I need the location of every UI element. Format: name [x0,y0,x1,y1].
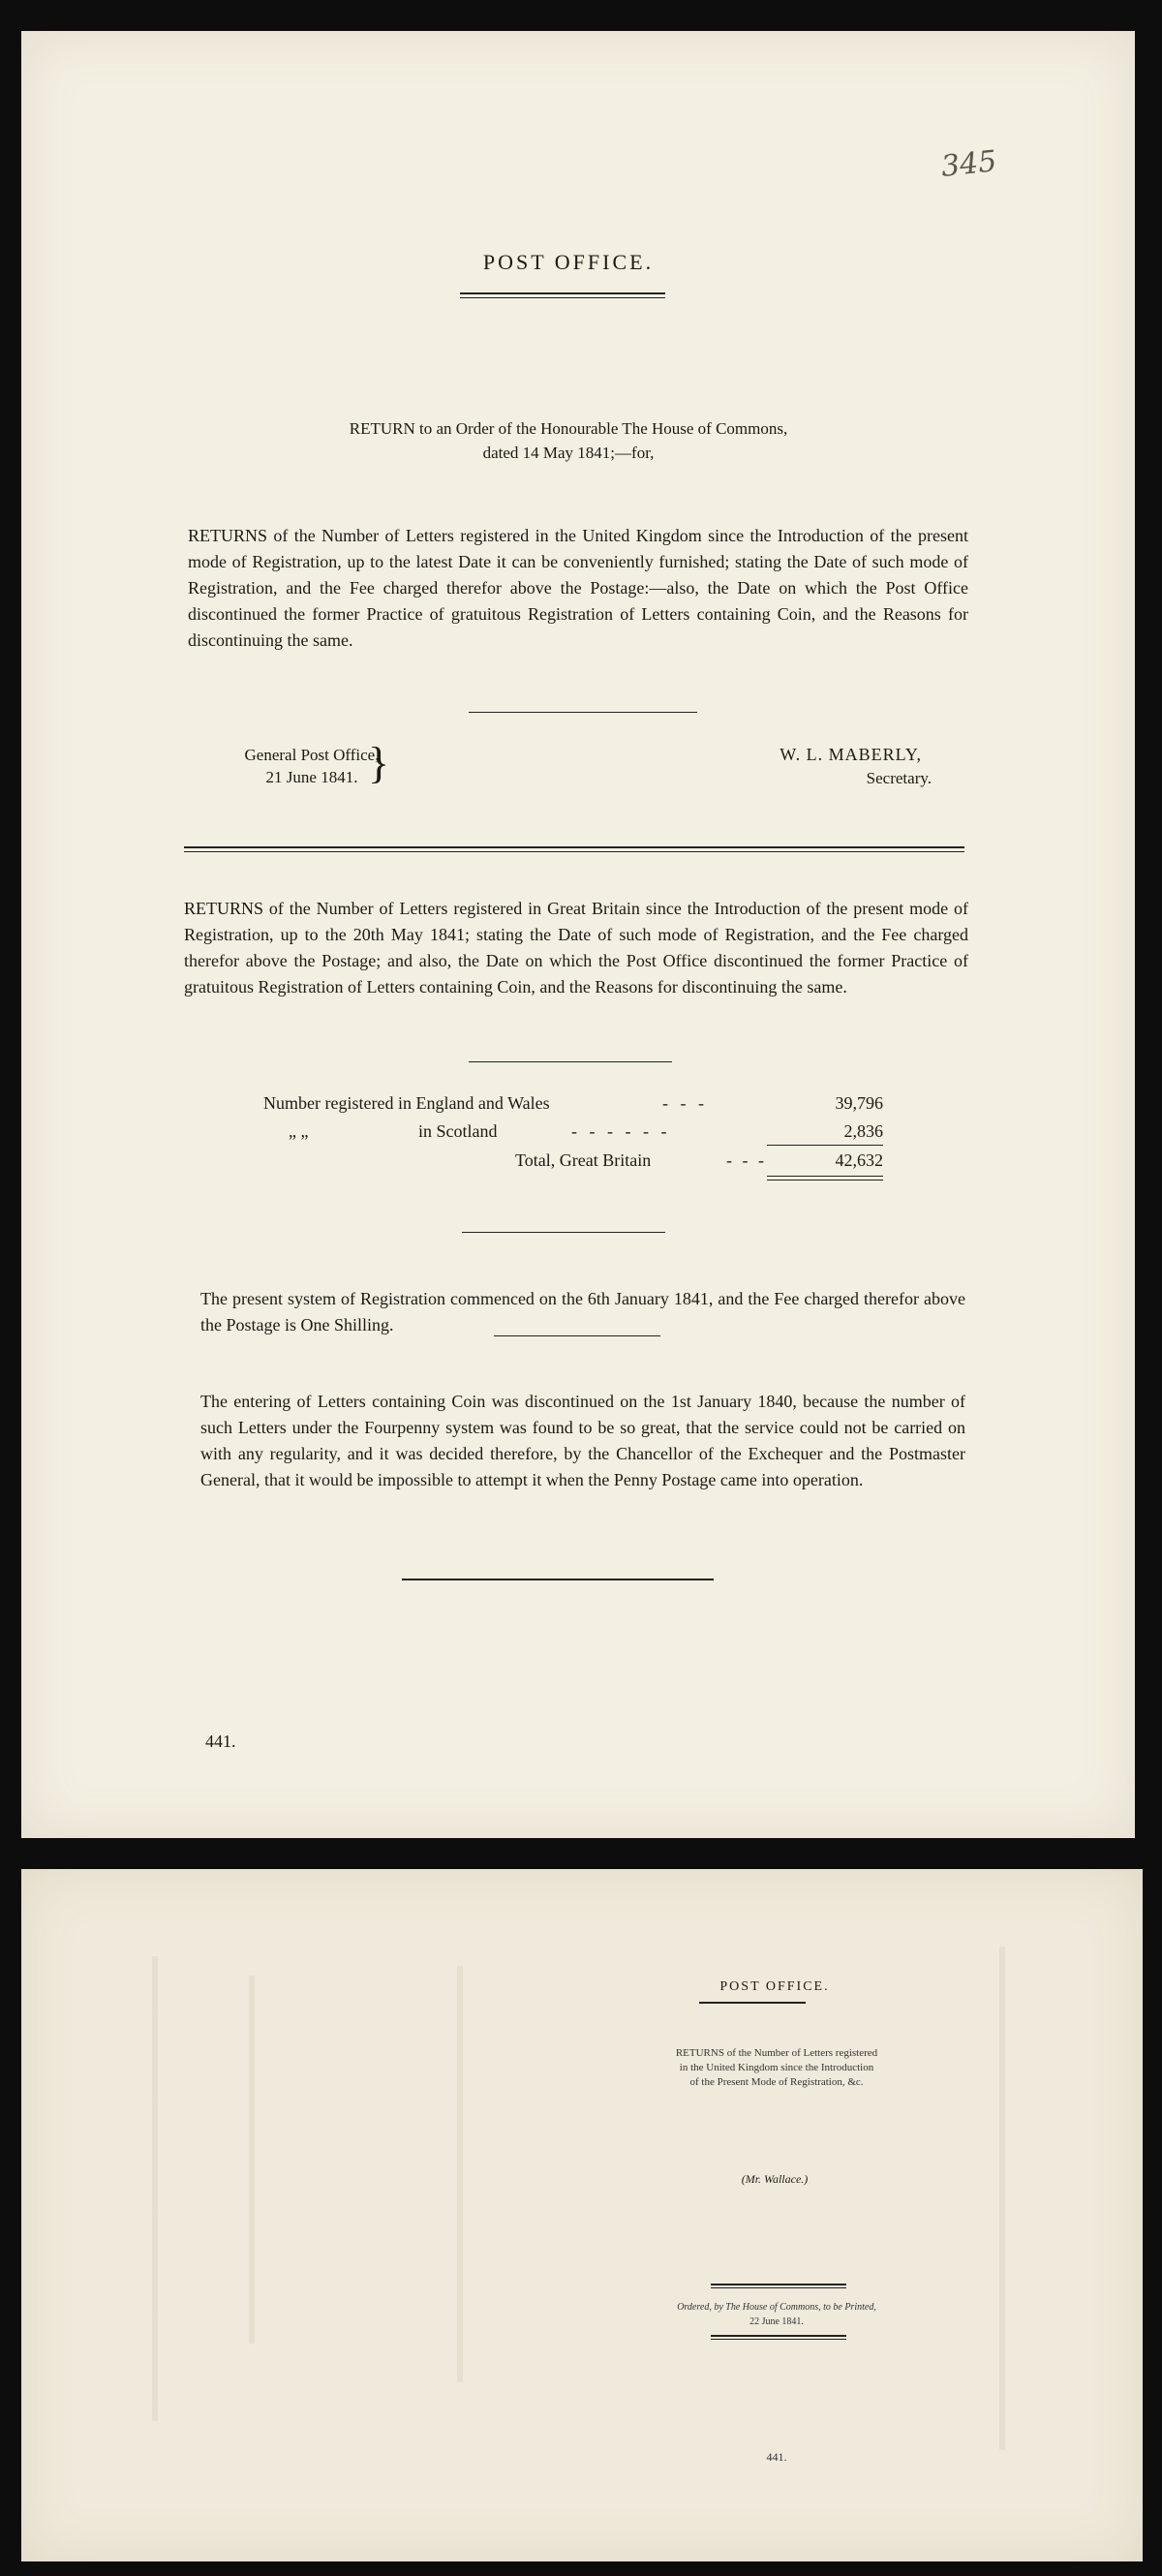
back-returns-line-1: RETURNS of the Number of Letters registered [675,2047,878,2059]
divider-short-3 [462,1232,665,1233]
system-paragraph: The present system of Registration commenced on the 6th January 1841, and the Fee charged therefor above the Postage is One Shilling. [200,1289,965,1334]
row-england-value: 39,796 [835,1093,883,1113]
returns-paragraph: RETURNS of the Number of Letters registered in the United Kingdom since the Introduction of the present mode of Registration, up to the latest Date it can be conveniently furnished; stating the Date of such mode of Registration, and the Fee charged therefor above the Postage:—also, the Date on which the Post Office discontinued the former Practice of gratuitous Registration of Letters containing Coin, and the Reasons for discontinuing the same. [188,526,968,650]
page-title: POST OFFICE. [482,250,655,274]
row-scotland-label: in Scotland [418,1121,498,1141]
back-page-number: 441. [766,2450,787,2464]
back-rule-top-thin [711,2287,846,2288]
back-title: POST OFFICE. [719,1979,830,1994]
row-england-dashes: - - - [662,1093,708,1113]
closing-rule [402,1579,714,1580]
row-scotland-prefix: „ „ [289,1121,309,1141]
sum-rule [767,1145,883,1146]
gb-paragraph: RETURNS of the Number of Letters registered in Great Britain since the Introduction of the present mode of Registration, up to the 20th May 1841; stating the Date of such mode of Registration, and the Fee charged therefor above the Postage; and also, the Date on which the Post Office discontinued the former Practice of gratuitous Registration of Letters containing Coin, and the Reasons for discontinuing the same. [184,899,968,997]
back-rule-bottom-thin [711,2339,846,2340]
back-returns-line-2: in the United Kingdom since the Introduction [679,2062,874,2073]
show-through-mark [249,1976,257,2344]
page-number: 441. [205,1732,236,1751]
order-line-1: RETURN to an Order of the Honourable The House of Commons, [349,419,788,438]
back-rule-bottom [711,2335,846,2337]
show-through-mark [457,1966,465,2382]
divider-short-4 [494,1335,660,1336]
signatory-name: W. L. MABERLY, [780,745,922,764]
show-through-mark [999,1947,1008,2450]
document-page-back [21,1869,1143,2561]
coin-paragraph: The entering of Letters containing Coin was discontinued on the 1st January 1840, because the number of such Letters under the Fourpenny system was found to be so great, that the service could not be carried on with any regularity, and it was decided therefore, by the Chancellor of the Exchequer and the Postmaster General, that it would be impossible to attempt it when the Penny Postage came into operation. [200,1392,965,1489]
total-rule-double [767,1180,883,1181]
row-england-label: Number registered in England and Wales [263,1093,550,1113]
back-mover: (Mr. Wallace.) [741,2172,809,2186]
total-rule [767,1176,883,1177]
pencil-annotation: 345 [939,144,998,184]
total-dashes: - - - [726,1150,767,1170]
sender-place: General Post Office, [244,746,380,764]
back-title-rule [699,2002,806,2004]
back-ordered-line-2: 22 June 1841. [749,2316,804,2327]
title-rule [460,292,665,294]
brace-icon: } [368,738,390,787]
back-ordered-line-1: Ordered, by The House of Commons, to be Printed, [677,2302,876,2313]
order-line-2: dated 14 May 1841;—for, [482,444,655,462]
back-rule-top [711,2284,846,2285]
sender-date: 21 June 1841. [265,768,358,786]
row-scotland-value: 2,836 [843,1121,883,1141]
signatory-title: Secretary. [866,769,932,787]
title-rule-thin [460,297,665,298]
section-rule-thin [184,851,964,852]
back-returns-line-3: of the Present Mode of Registration, &c. [689,2076,864,2088]
document-page-front [21,31,1135,1838]
divider-short [469,712,697,713]
divider-short-2 [469,1061,672,1062]
row-scotland-dashes: - - - - - - [571,1121,671,1141]
show-through-mark [152,1956,162,2421]
total-value: 42,632 [835,1150,883,1170]
total-label: Total, Great Britain [515,1150,652,1170]
section-rule [184,846,964,848]
